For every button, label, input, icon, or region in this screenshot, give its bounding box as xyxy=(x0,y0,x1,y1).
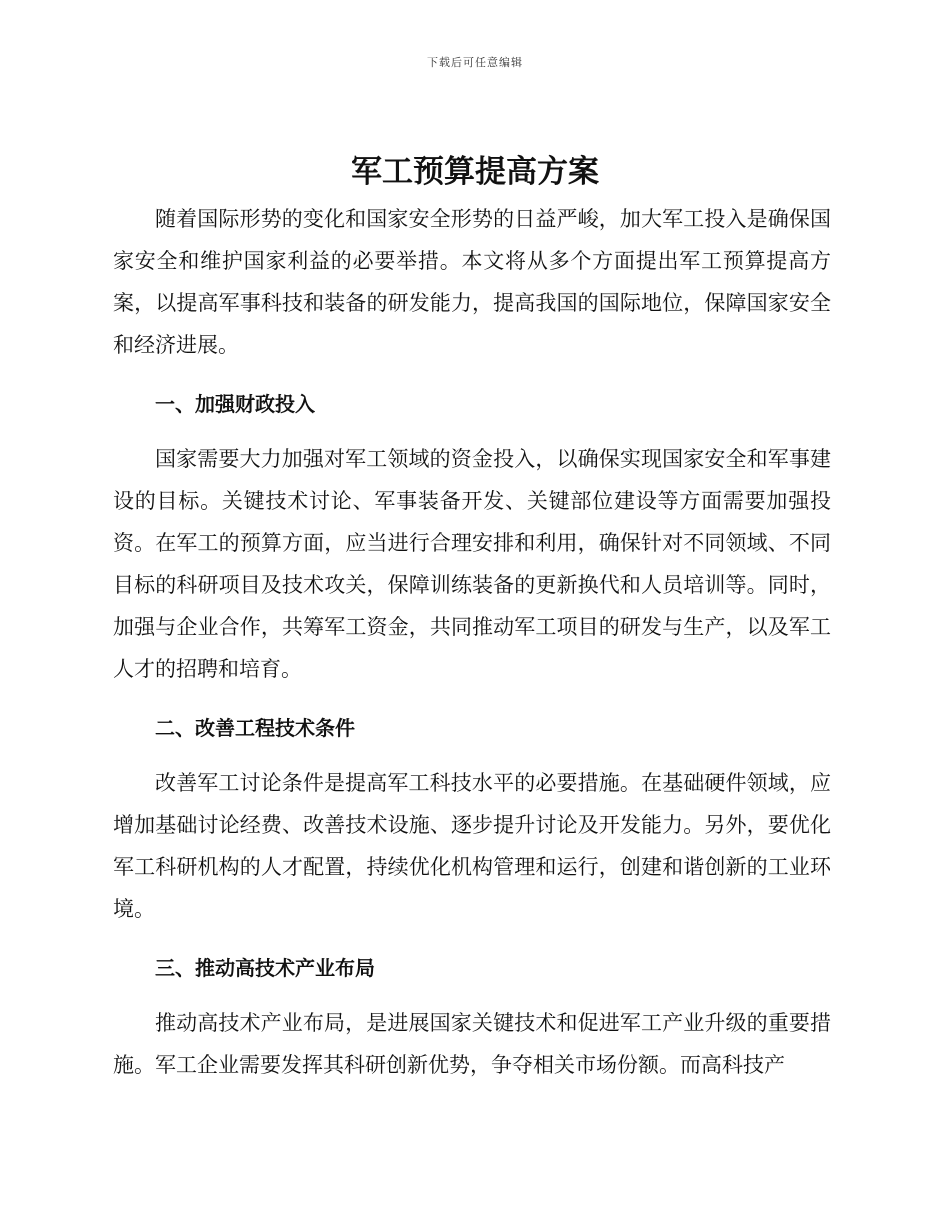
section-2-paragraph: 改善军工讨论条件是提高军工科技水平的必要措施。在基础硬件领域，应增加基础讨论经费、改善技术设施、逐步提升讨论及开发能力。另外，要优化军工科研机构的人才配置，持续优化机构管理和运行，创建和谐创新的工业环境。 xyxy=(113,771,831,921)
section-3-paragraph: 推动高技术产业布局，是进展国家关键技术和促进军工产业升级的重要措施。军工企业需要发挥其科研创新优势，争夺相关市场份额。而高科技产 xyxy=(113,1011,831,1077)
section-1-paragraph: 国家需要大力加强对军工领域的资金投入，以确保实现国家安全和军事建设的目标。关键技术讨论、军事装备开发、关键部位建设等方面需要加强投资。在军工的预算方面，应当进行合理安排和利用，确保针对不同领域、不同目标的科研项目及技术攻关，保障训练装备的更新换代和人员培训等。同时，加强与企业合作，共筹军工资金，共同推动军工项目的研发与生产，以及军工人才的招聘和培育。 xyxy=(113,447,831,681)
page-header-note: 下载后可任意编辑 xyxy=(427,56,523,69)
document-body xyxy=(113,198,831,1086)
section-1-heading: 一、加强财政投入 xyxy=(155,392,315,416)
section-3-heading: 三、推动高技术产业布局 xyxy=(155,956,375,980)
intro-paragraph: 随着国际形势的变化和国家安全形势的日益严峻，加大军工投入是确保国家安全和维护国家利益的必要举措。本文将从多个方面提出军工预算提高方案，以提高军事科技和装备的研发能力，提高我国的国际地位，保障国家安全和经济进展。 xyxy=(113,207,831,357)
document-title: 军工预算提高方案 xyxy=(351,154,599,190)
section-2-heading: 二、改善工程技术条件 xyxy=(155,716,355,740)
